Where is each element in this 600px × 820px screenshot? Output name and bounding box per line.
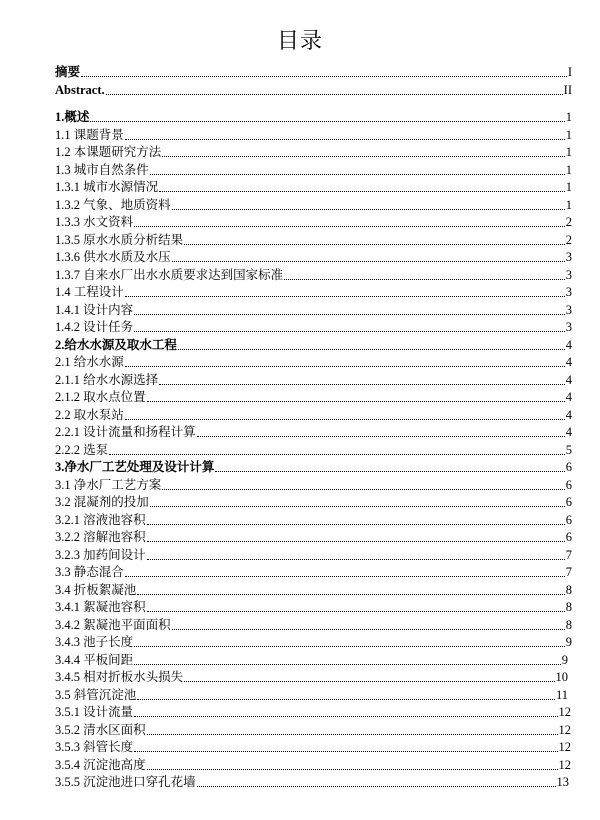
toc-page-number: 6 xyxy=(565,512,572,527)
toc-entry-title: 3.5 斜管沉淀池 xyxy=(55,687,137,702)
toc-page-number: 3 xyxy=(565,250,572,264)
dot-leader xyxy=(134,751,557,752)
dot-leader xyxy=(172,209,565,210)
toc-entry-title: 1.4 工程设计 xyxy=(55,285,124,299)
dot-leader xyxy=(284,279,565,280)
toc-entry[interactable] xyxy=(55,372,572,389)
toc-entry-title: 1.4.2 设计任务 xyxy=(55,320,134,334)
toc-entry-title: 1.3.3 水文资料 xyxy=(55,215,134,229)
toc-entry[interactable] xyxy=(55,162,572,179)
dot-leader xyxy=(147,401,565,402)
dot-leader xyxy=(150,174,565,175)
toc-entry[interactable] xyxy=(55,757,571,774)
toc-entry[interactable] xyxy=(55,442,572,459)
toc-page-number: 1 xyxy=(565,180,572,194)
toc-entry[interactable] xyxy=(55,267,572,284)
toc-entry-title: 1.概述 xyxy=(55,110,90,124)
toc-entry[interactable] xyxy=(55,547,572,564)
toc-entry-title: 3.5.1 设计流量 xyxy=(55,705,134,719)
toc-entry[interactable] xyxy=(55,669,568,686)
toc-entry[interactable] xyxy=(55,82,572,99)
dot-leader xyxy=(197,436,565,437)
toc-page-number: 8 xyxy=(565,582,572,597)
dot-leader xyxy=(159,384,565,385)
toc-entry[interactable] xyxy=(55,617,572,634)
dot-leader xyxy=(125,139,565,140)
toc-page-number: 2 xyxy=(565,232,572,247)
toc-entry[interactable] xyxy=(55,459,572,476)
toc-entry[interactable] xyxy=(55,652,568,669)
dot-leader xyxy=(172,629,565,630)
toc-page-number: 8 xyxy=(565,617,572,632)
toc-entry[interactable] xyxy=(55,389,572,406)
toc-entry[interactable] xyxy=(55,564,572,581)
toc-page-number: 9 xyxy=(565,635,572,649)
toc-entry[interactable] xyxy=(55,582,572,599)
toc-entry[interactable] xyxy=(55,407,572,424)
toc-page-number: 3 xyxy=(565,320,572,334)
toc-page-number: 1 xyxy=(565,197,572,212)
toc-page-number: 7 xyxy=(565,547,572,562)
dot-leader xyxy=(134,314,565,315)
page-title: 目录 xyxy=(276,29,323,54)
toc-entry[interactable] xyxy=(55,179,572,196)
toc-entry-title: 3.4.4 平板间距 xyxy=(55,652,134,667)
toc-entry-title: 1.3.7 自来水厂出水水质要求达到国家标准 xyxy=(55,267,284,282)
toc-entry-title: 1.3.2 气象、地质资料 xyxy=(55,197,171,212)
toc-entry[interactable] xyxy=(55,739,571,756)
toc-entry-title: 3.5.4 沉淀池高度 xyxy=(55,757,146,772)
toc-entry[interactable] xyxy=(55,232,572,249)
dot-leader xyxy=(178,349,565,350)
dot-leader xyxy=(215,471,564,472)
toc-entry-title: 3.4.2 絮凝池平面面积 xyxy=(55,617,171,632)
toc-page-number: 12 xyxy=(558,705,571,719)
dot-leader xyxy=(109,454,565,455)
toc-entry-title: 3.3 静态混合 xyxy=(55,565,124,579)
toc-page-number: 3 xyxy=(565,267,572,282)
toc-page-number: 12 xyxy=(558,757,571,772)
toc-page-number: II xyxy=(563,83,572,97)
toc-entry-title: 3.净水厂工艺处理及设计计算 xyxy=(55,460,215,474)
toc-entry-title: 2.给水水源及取水工程 xyxy=(55,337,177,352)
toc-entry-title: 2.1.2 取水点位置 xyxy=(55,390,146,404)
dot-leader xyxy=(147,559,565,560)
toc-entry[interactable] xyxy=(55,284,572,301)
toc-page-number: 3 xyxy=(565,285,572,299)
dot-leader xyxy=(172,261,565,262)
toc-entry-title: 3.5.5 沉淀池进口穿孔花墙 xyxy=(55,775,196,789)
toc-page-number: I xyxy=(567,65,572,79)
toc-page-number: 7 xyxy=(565,565,572,579)
toc-page-number: 13 xyxy=(556,775,569,789)
toc-entry[interactable] xyxy=(55,512,572,529)
dot-leader xyxy=(125,419,565,420)
toc-entry-title: 3.5.2 清水区面积 xyxy=(55,722,146,737)
toc-entry[interactable] xyxy=(55,477,572,494)
toc-page-number: 9 xyxy=(561,652,568,667)
dot-leader xyxy=(134,226,565,227)
toc-entry-title: 1.3.6 供水水质及水压 xyxy=(55,250,171,264)
toc-entry-title: 3.2.2 溶解池容积 xyxy=(55,530,146,544)
dot-leader xyxy=(134,664,561,665)
toc-page-number: 6 xyxy=(565,530,572,544)
toc-entry[interactable] xyxy=(55,197,572,214)
toc-page-number: 11 xyxy=(555,687,568,702)
toc-page-number: 3 xyxy=(565,302,572,317)
toc-page-number: 12 xyxy=(558,722,571,737)
toc-page-number: 6 xyxy=(565,477,572,492)
dot-leader xyxy=(162,489,564,490)
toc-entry-title: Abstract. xyxy=(55,83,105,97)
toc-entry[interactable] xyxy=(55,599,572,616)
dot-leader xyxy=(184,244,565,245)
toc-entry-title: 3.5.3 斜管长度 xyxy=(55,740,134,754)
toc-page-number: 10 xyxy=(555,670,568,684)
dot-leader xyxy=(125,366,565,367)
toc-entry-title: 3.2 混凝剂的投加 xyxy=(55,495,149,509)
toc-entry[interactable] xyxy=(55,302,572,319)
toc-page-number: 1 xyxy=(565,110,572,124)
dot-leader xyxy=(81,76,567,77)
dot-leader xyxy=(134,716,557,717)
toc-page-number: 1 xyxy=(565,162,572,177)
dot-leader xyxy=(147,769,558,770)
toc-entry[interactable] xyxy=(55,704,571,721)
dot-leader xyxy=(125,296,565,297)
toc-page-number: 4 xyxy=(565,407,572,422)
toc-entry[interactable] xyxy=(55,774,569,791)
toc-entry-title: 1.1 课题背景 xyxy=(55,127,124,142)
toc-entry[interactable] xyxy=(55,494,572,511)
toc-entry-title: 3.4.5 相对折板水头损失 xyxy=(55,670,184,684)
toc-page-number: 4 xyxy=(565,390,572,404)
toc-entry-title: 1.3.1 城市水源情况 xyxy=(55,180,159,194)
dot-leader xyxy=(125,576,565,577)
toc-entry[interactable] xyxy=(55,144,572,161)
dot-leader xyxy=(159,191,565,192)
toc-entry-title: 1.3 城市自然条件 xyxy=(55,162,149,177)
toc-entry-title: 3.4.1 絮凝池容积 xyxy=(55,600,146,614)
toc-page-number: 2 xyxy=(565,215,572,229)
toc-entry-title: 3.2.3 加药间设计 xyxy=(55,547,146,562)
toc-entry-title: 2.2.1 设计流量和扬程计算 xyxy=(55,425,196,439)
toc-page-number: 6 xyxy=(565,495,572,509)
toc-entry-title: 3.4 折板絮凝池 xyxy=(55,582,137,597)
toc-entry[interactable] xyxy=(55,109,572,126)
toc-entry[interactable] xyxy=(55,424,572,441)
toc-entry[interactable] xyxy=(55,337,572,354)
toc-entry[interactable] xyxy=(55,354,572,371)
dot-leader xyxy=(147,734,558,735)
dot-leader xyxy=(150,506,565,507)
toc-entry[interactable] xyxy=(55,214,572,231)
toc-page-number: 4 xyxy=(565,372,572,387)
toc-entry[interactable] xyxy=(55,127,572,144)
dot-leader xyxy=(106,94,563,95)
toc-page-number: 4 xyxy=(565,337,572,352)
dot-leader xyxy=(147,524,565,525)
toc-entry-title: 2.1 给水水源 xyxy=(55,355,124,369)
toc-entry-title: 3.2.1 溶液池容积 xyxy=(55,512,146,527)
dot-leader xyxy=(197,786,556,787)
toc-entry-title: 1.2 本课题研究方法 xyxy=(55,145,162,159)
toc-entry-title: 2.2.2 选泵 xyxy=(55,442,109,457)
toc-page-number: 12 xyxy=(558,740,571,754)
toc-entry-title: 2.1.1 给水水源选择 xyxy=(55,372,159,387)
dot-leader xyxy=(137,594,564,595)
dot-leader xyxy=(184,681,554,682)
toc-entry[interactable] xyxy=(55,634,572,651)
toc-entry[interactable] xyxy=(55,687,568,704)
toc-entry[interactable] xyxy=(55,319,572,336)
toc-entry-title: 1.4.1 设计内容 xyxy=(55,302,134,317)
toc-entry-title: 2.2 取水泵站 xyxy=(55,407,124,422)
dot-leader xyxy=(90,121,564,122)
toc-entry-title: 3.1 净水厂工艺方案 xyxy=(55,477,162,492)
toc-entry[interactable] xyxy=(55,722,571,739)
dot-leader xyxy=(134,646,565,647)
toc-entry-title: 3.4.3 池子长度 xyxy=(55,635,134,649)
toc-entry[interactable] xyxy=(55,64,572,81)
dot-leader xyxy=(147,541,565,542)
dot-leader xyxy=(134,331,565,332)
toc-page-number: 4 xyxy=(565,355,572,369)
dot-leader xyxy=(137,699,555,700)
toc-page-number: 1 xyxy=(565,145,572,159)
toc-entry-title: 1.3.5 原水水质分析结果 xyxy=(55,232,184,247)
dot-leader xyxy=(162,156,564,157)
toc-page-number: 4 xyxy=(565,425,572,439)
dot-leader xyxy=(147,611,565,612)
toc-page-number: 1 xyxy=(565,127,572,142)
toc-entry-title: 摘要 xyxy=(55,65,81,79)
toc-page-number: 5 xyxy=(565,442,572,457)
toc-page-number: 8 xyxy=(565,600,572,614)
toc-entry[interactable] xyxy=(55,529,572,546)
toc-page-number: 6 xyxy=(565,460,572,474)
toc-entry[interactable] xyxy=(55,249,572,266)
